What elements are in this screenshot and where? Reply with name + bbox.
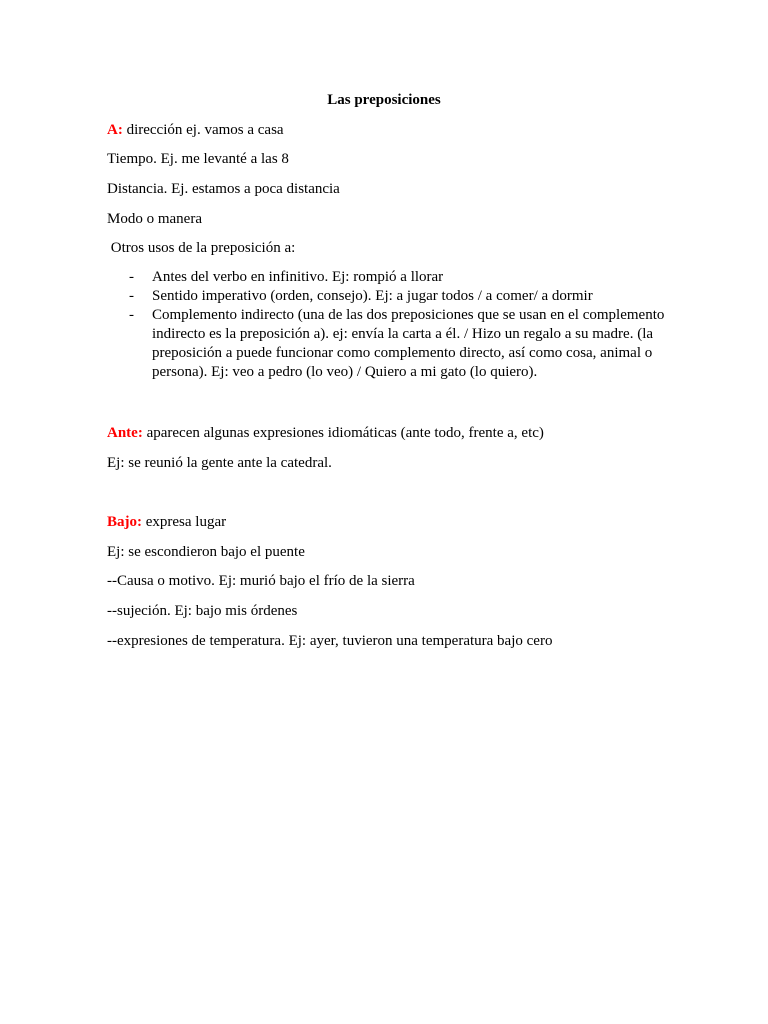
term-a: A: <box>107 122 123 138</box>
term-a-definition: dirección ej. vamos a casa <box>122 122 284 138</box>
list-item-text: Sentido imperativo (orden, consejo). Ej: a jugar todos / a comer/ a dormir <box>152 288 593 304</box>
section-a-line: Otros usos de la preposición a: <box>107 240 296 256</box>
term-bajo: Bajo: <box>107 514 142 530</box>
section-bajo-line: --sujeción. Ej: bajo mis órdenes <box>107 603 298 619</box>
document-title: Las preposiciones <box>327 92 441 108</box>
term-ante: Ante: <box>107 425 143 441</box>
section-bajo-heading <box>107 512 226 532</box>
section-a-line: Tiempo. Ej. me levanté a las 8 <box>107 151 289 167</box>
list-item-text: Complemento indirecto (una de las dos preposiciones que se usan en el complemento indirecto es la preposición a). ej: envía la carta a él. / Hizo un regalo a su madre. (la preposición a puede funcionar como complemento directo, así como cosa, animal o persona). Ej: veo a pedro (lo veo) / Quiero a mi gato (lo quiero). <box>152 307 665 380</box>
list-item-text: Antes del verbo en infinitivo. Ej: rompió a llorar <box>152 269 444 285</box>
section-a-list <box>107 268 667 382</box>
section-bajo-line: Ej: se escondieron bajo el puente <box>107 544 305 560</box>
list-dash: - <box>129 269 134 285</box>
section-bajo-line: --expresiones de temperatura. Ej: ayer, tuvieron una temperatura bajo cero <box>107 633 553 649</box>
list-dash: - <box>129 307 134 323</box>
section-a-heading <box>107 120 284 140</box>
list-item <box>107 287 667 306</box>
section-a-line: Modo o manera <box>107 211 202 227</box>
section-a-line: Distancia. Ej. estamos a poca distancia <box>107 181 340 197</box>
list-item <box>107 306 667 382</box>
section-bajo-line: --Causa o motivo. Ej: murió bajo el frío de la sierra <box>107 573 415 589</box>
section-ante-heading <box>107 423 544 443</box>
section-ante-line: Ej: se reunió la gente ante la catedral. <box>107 455 332 471</box>
term-ante-definition: aparecen algunas expresiones idiomáticas (ante todo, frente a, etc) <box>142 425 544 441</box>
list-dash: - <box>129 288 134 304</box>
list-item <box>107 268 667 287</box>
term-bajo-definition: expresa lugar <box>142 514 227 530</box>
